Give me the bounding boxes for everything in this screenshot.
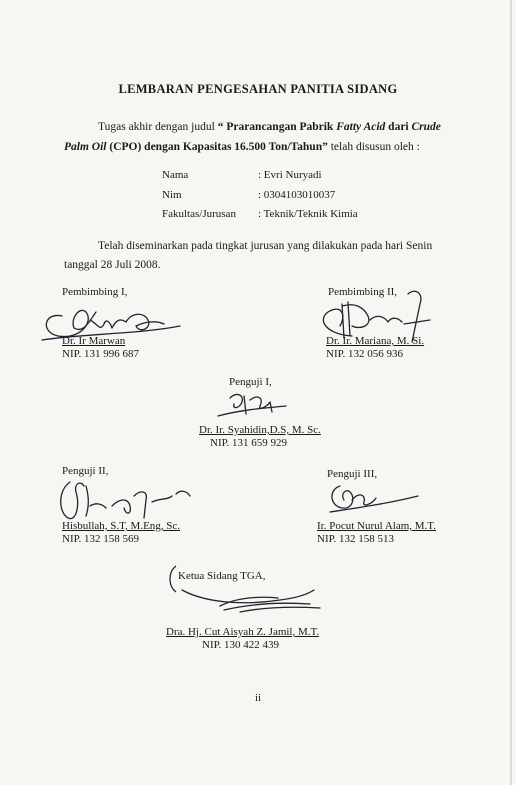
field-value-nama: : Evri Nuryadi [258, 169, 322, 181]
pembimbing1-role: Pembimbing I, [62, 286, 128, 298]
intro-line2-italic: Palm Oil [64, 141, 107, 153]
seminar-line-1: Telah diseminarkan pada tingkat jurusan yang dilakukan pada hari Senin [98, 240, 433, 252]
field-label-fakultas: Fakultas/Jurusan [162, 208, 236, 220]
page-title: LEMBARAN PENGESAHAN PANITIA SIDANG [118, 82, 398, 96]
intro-line-2 [64, 137, 420, 157]
penguji1-name: Dr. Ir. Syahidin,D.S, M. Sc. [199, 424, 321, 436]
penguji3-role: Penguji III, [327, 468, 378, 480]
penguji2-nip: NIP. 132 158 569 [62, 533, 140, 545]
pembimbing2-name: Dr. Ir. Mariana, M. Si. [326, 335, 425, 347]
field-label-nama: Nama [162, 169, 189, 181]
penguji1-role: Penguji I, [229, 376, 272, 388]
ketua-signature [180, 584, 330, 618]
penguji2-name: Hisbullah, S.T, M.Eng, Sc. [62, 520, 181, 532]
pembimbing1-nip: NIP. 131 996 687 [62, 348, 140, 360]
ketua-name: Dra. Hj. Cut Aisyah Z. Jamil, M.T. [166, 626, 320, 638]
field-value-nim: : 0304103010037 [258, 189, 336, 201]
penguji2-role: Penguji II, [62, 465, 109, 477]
page-edge [510, 0, 512, 785]
penguji2-signature [56, 476, 206, 522]
penguji1-signature [214, 388, 294, 420]
pembimbing2-role: Pembimbing II, [328, 286, 398, 298]
intro-line-1 [98, 117, 441, 137]
field-label-nim: Nim [162, 189, 182, 201]
intro-suffix: telah disusun oleh : [330, 141, 420, 153]
intro-title-italic-2: Crude [411, 121, 441, 133]
seminar-line-2: tanggal 28 Juli 2008. [64, 259, 161, 271]
penguji1-nip: NIP. 131 659 929 [210, 437, 288, 449]
intro-prefix: Tugas akhir dengan judul [98, 121, 215, 133]
ketua-nip: NIP. 130 422 439 [202, 639, 280, 651]
field-value-fakultas: : Teknik/Teknik Kimia [258, 208, 358, 220]
penguji3-nip: NIP. 132 158 513 [317, 533, 395, 545]
penguji3-signature [326, 478, 426, 520]
ketua-role: Ketua Sidang TGA, [178, 570, 266, 582]
intro-quote-open: “ [217, 121, 224, 133]
intro-line2-bold: (CPO) dengan Kapasitas 16.500 Ton/Tahun” [109, 141, 328, 153]
pembimbing1-name: Dr. Ir Marwan [62, 335, 126, 347]
penguji3-name: Ir. Pocut Nurul Alam, M.T. [317, 520, 436, 532]
ketua-bracket [164, 564, 178, 594]
intro-title-2: dari [388, 121, 409, 133]
intro-title-1: Prarancangan Pabrik [226, 121, 334, 133]
page-number: ii [254, 692, 262, 704]
pembimbing2-nip: NIP. 132 056 936 [326, 348, 404, 360]
intro-title-italic-1: Fatty Acid [336, 121, 386, 133]
